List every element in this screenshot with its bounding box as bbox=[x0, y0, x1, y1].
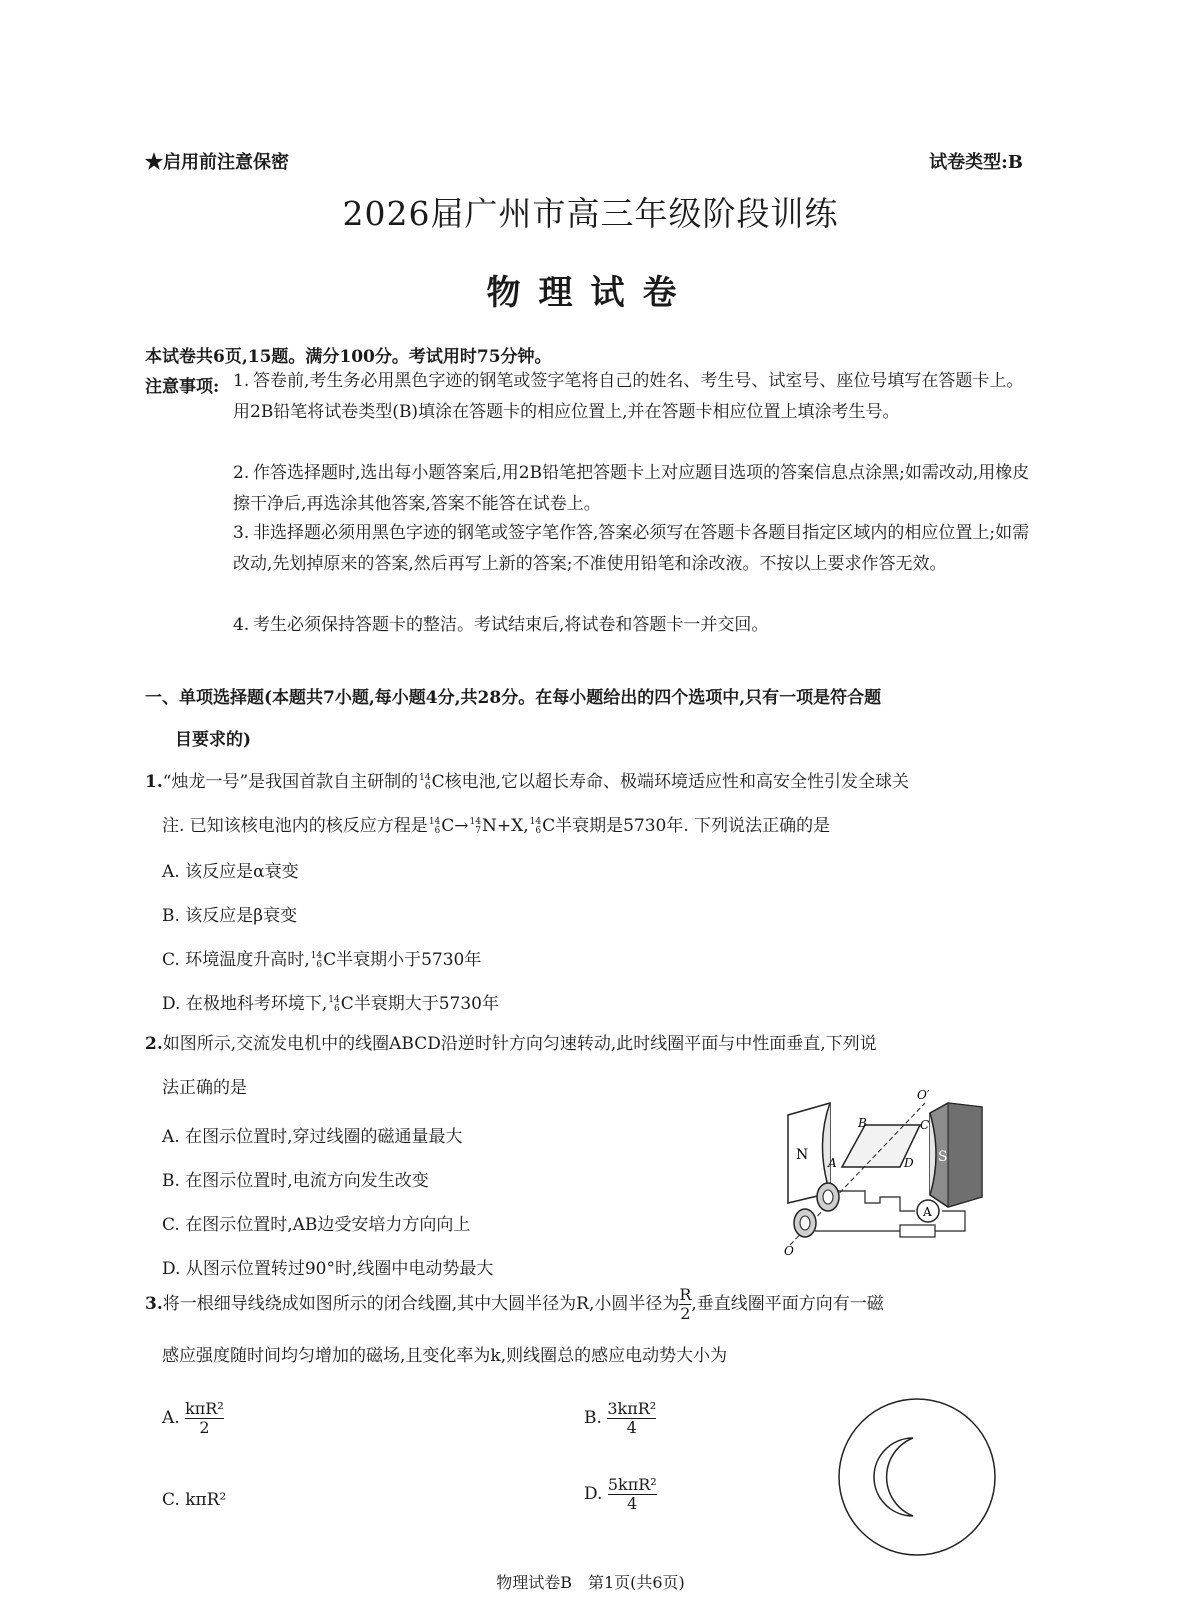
small-circle bbox=[874, 1438, 913, 1516]
resistor-icon bbox=[900, 1225, 935, 1237]
exam-intro: 本试卷共6页,15题。满分100分。考试用时75分钟。 bbox=[145, 347, 552, 367]
note-4-text: 考生必须保持答题卡的整洁。考试结束后,将试卷和答题卡一并交回。 bbox=[253, 615, 769, 635]
svg-text:A: A bbox=[923, 1205, 932, 1219]
note-2-text: 作答选择题时,选出每小题答案后,用2B铅笔把答题卡上对应题目选项的答案信息点涂黑;如需改动,用橡皮擦干净后,再选涂其他答案,答案不能答在试卷上。 bbox=[233, 463, 1030, 514]
note-1-text: 答卷前,考生务必用黑色字迹的钢笔或签字笔将自己的姓名、考生号、试室号、座位号填写在答题卡上。用2B铅笔将试卷类型(B)填涂在答题卡的相应位置上,并在答题卡相应位置上填涂考生号。 bbox=[233, 371, 1024, 422]
large-circle bbox=[839, 1399, 995, 1555]
question-1: 1.“烛龙一号”是我国首款自主研制的 14 6 C核电池,它以超长寿命、极端环境适应性和高安全性引发全球关 注. 已知该核电池内的核反应方程是 14 6 C→ 14 7 N+X, 14 6 C半衰期是5730年. 下列说法正确的是 bbox=[145, 772, 910, 836]
q3-option-c: C. kπR² bbox=[162, 1490, 227, 1510]
q2-option-a: A. 在图示位置时,穿过线圈的磁通量最大 bbox=[162, 1127, 463, 1147]
q3-option-d: D. $\frac{\text{5kπR²}}{4}$ bbox=[584, 1475, 657, 1513]
exam-title: 2026届广州市高三年级阶段训练 bbox=[342, 194, 839, 233]
question-3-line2: 感应强度随时间均匀增加的磁场,且变化率为k,则线圈总的感应电动势大小为 bbox=[162, 1346, 728, 1366]
svg-text:O: O bbox=[784, 1244, 794, 1258]
q3-option-b: B. $\frac{\text{3kπR²}}{4}$ bbox=[584, 1399, 657, 1437]
note-2: 2. 作答选择题时,选出每小题答案后,用2B铅笔把答题卡上对应题目选项的答案信息点涂黑;如需改动,用橡皮擦干净后,再选涂其他答案,答案不能答在试卷上。 bbox=[233, 463, 1030, 514]
q1-option-d: D. 在极地科考环境下, 14 6 C半衰期大于5730年 bbox=[162, 994, 499, 1014]
svg-text:O′: O′ bbox=[917, 1088, 930, 1102]
q1-option-a: A. 该反应是α衰变 bbox=[162, 862, 299, 882]
svg-text:B: B bbox=[858, 1116, 867, 1130]
isotope-n14: 14 7 bbox=[469, 816, 481, 836]
note-3-text: 非选择题必须用黑色字迹的钢笔或签字笔作答,答案必须写在答题卡各题目指定区域内的相应位置上;如需改动,先划掉原来的答案,然后再写上新的答案;不准使用铅笔和涂改液。不按以上要求作答无效。 bbox=[233, 523, 1030, 574]
isotope-c14: 14 6 bbox=[419, 772, 431, 792]
south-pole-label: S bbox=[938, 1149, 948, 1165]
page-footer: 物理试卷B 第1页(共6页) bbox=[496, 1573, 685, 1592]
q2-option-d: D. 从图示位置转过90°时,线圈中电动势最大 bbox=[162, 1259, 494, 1279]
question-2: 2.如图所示,交流发电机中的线圈ABCD沿逆时针方向匀速转动,此时线圈平面与中性面垂直,下列说 法正确的是 bbox=[145, 1034, 877, 1098]
svg-text:D: D bbox=[904, 1156, 914, 1170]
q2-option-c: C. 在图示位置时,AB边受安培力方向向上 bbox=[162, 1215, 471, 1235]
q1-option-c: C. 环境温度升高时, 14 6 C半衰期小于5730年 bbox=[162, 950, 482, 970]
q1-option-b: B. 该反应是β衰变 bbox=[162, 906, 298, 926]
paper-type: 试卷类型:B bbox=[929, 152, 1023, 173]
coil-figure bbox=[835, 1395, 1000, 1560]
note-4: 4. 考生必须保持答题卡的整洁。考试结束后,将试卷和答题卡一并交回。 bbox=[233, 615, 769, 635]
question-3: 3.将一根细导线绕成如图所示的闭合线圈,其中大圆半径为R,小圆半径为 $\frac{R}{2}$ ,垂直线圈平面方向有一磁 bbox=[145, 1285, 884, 1323]
generator-figure bbox=[770, 1085, 995, 1260]
svg-text:C: C bbox=[920, 1118, 930, 1132]
q2-option-b: B. 在图示位置时,电流方向发生改变 bbox=[162, 1171, 429, 1191]
exam-subtitle: 物理试卷 bbox=[486, 273, 695, 313]
confidential-mark: ★启用前注意保密 bbox=[145, 152, 289, 173]
note-1: 1. 答卷前,考生务必用黑色字迹的钢笔或签字笔将自己的姓名、考生号、试室号、座位号填写在答题卡上。用2B铅笔将试卷类型(B)填涂在答题卡的相应位置上,并在答题卡相应位置上填涂考生号。 bbox=[233, 371, 1024, 422]
section-heading: 一、单项选择题(本题共7小题,每小题4分,共28分。在每小题给出的四个选项中,只有一项是符合题 目要求的) bbox=[145, 688, 882, 750]
q3-option-a: A. $\frac{\text{kπR²}}{2}$ bbox=[162, 1399, 224, 1437]
svg-text:A: A bbox=[828, 1156, 837, 1170]
note-3: 3. 非选择题必须用黑色字迹的钢笔或签字笔作答,答案必须写在答题卡各题目指定区域内的相应位置上;如需改动,先划掉原来的答案,然后再写上新的答案;不准使用铅笔和涂改液。不按以上要求作答无效。 bbox=[233, 523, 1030, 574]
notes-label: 注意事项: bbox=[145, 377, 220, 397]
north-pole-label: N bbox=[796, 1147, 809, 1163]
r-over-2: $\frac{R}{2}$ bbox=[679, 1285, 692, 1323]
